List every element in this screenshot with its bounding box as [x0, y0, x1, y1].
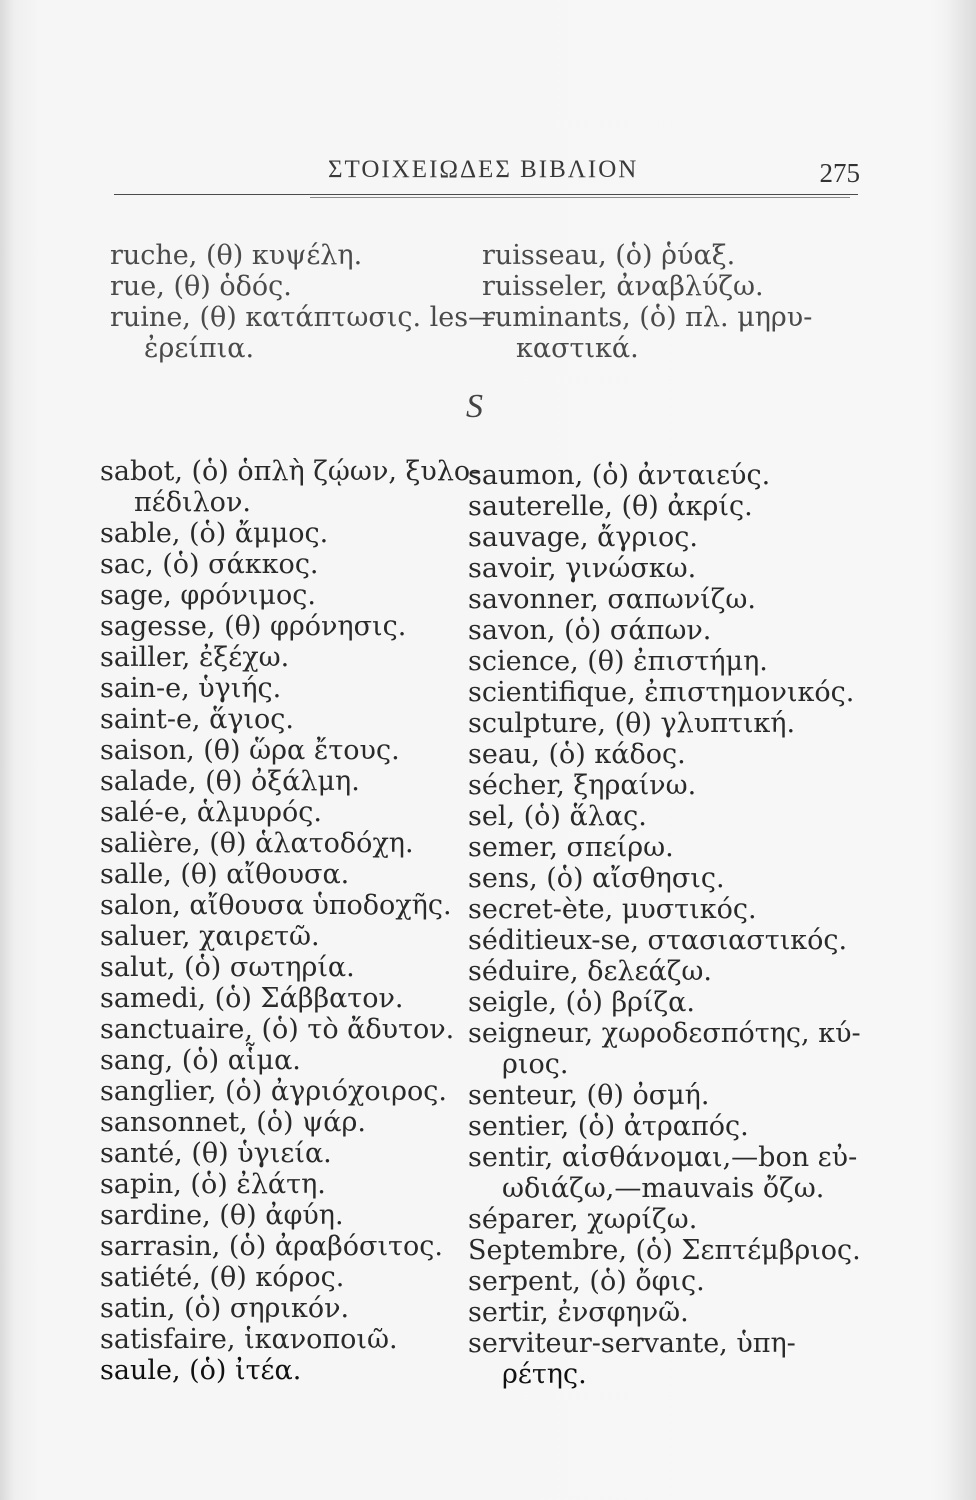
- dictionary-entry: sentir, αἰσθάνομαι,—bon εὐ-: [468, 1142, 858, 1173]
- dictionary-entry: séduire, δελεάζω.: [468, 956, 713, 987]
- r-entries-left-column: [110, 240, 495, 364]
- dictionary-entry: saluer, χαιρετῶ.: [100, 921, 320, 952]
- dictionary-entry: saison, (θ) ὥρα ἔτους.: [100, 735, 400, 766]
- dictionary-entry: sardine, (θ) ἀφύη.: [100, 1200, 344, 1231]
- dictionary-entry: sabot, (ὁ) ὁπλὴ ζῴων, ξυλο-: [100, 456, 480, 487]
- dictionary-entry: saint-e, ἅγιος.: [100, 704, 295, 735]
- dictionary-entry: seigle, (ὁ) βρίζα.: [468, 987, 695, 1018]
- dictionary-entry: sapin, (ὁ) ἐλάτη.: [100, 1169, 326, 1200]
- dictionary-entry: semer, σπείρω.: [468, 832, 674, 863]
- dictionary-entry: senteur, (θ) ὀσμή.: [468, 1080, 710, 1111]
- dictionary-entry: saule, (ὁ) ἰτέα.: [100, 1355, 302, 1386]
- dictionary-entry: secret-ète, μυστικός.: [468, 894, 757, 925]
- dictionary-entry: rue, (θ) ὁδός.: [110, 271, 292, 302]
- dictionary-entry: serpent, (ὁ) ὄφις.: [468, 1266, 705, 1297]
- dictionary-entry: seigneur, χωροδεσπότης, κύ-: [468, 1018, 861, 1049]
- dictionary-entry: séditieux-se, στασιαστικός.: [468, 925, 848, 956]
- dictionary-entry: savoir, γινώσκω.: [468, 553, 697, 584]
- dictionary-entry: sarrasin, (ὁ) ἀραβόσιτος.: [100, 1231, 443, 1262]
- dictionary-entry: sailler, ἐξέχω.: [100, 642, 290, 673]
- dictionary-entry: sentier, (ὁ) ἀτραπός.: [468, 1111, 749, 1142]
- dictionary-entry: ruine, (θ) κατάπτωσις. les—: [110, 302, 496, 333]
- header-rule: [114, 194, 858, 195]
- dictionary-entry: salon, αἴθουσα ὑποδοχῆς.: [100, 890, 452, 921]
- section-letter-heading: S: [466, 388, 483, 425]
- dictionary-entry: seau, (ὁ) κάδος.: [468, 739, 686, 770]
- page-header: [110, 150, 860, 200]
- dictionary-entry: sain-e, ὑγιής.: [100, 673, 282, 704]
- dictionary-entry: satin, (ὁ) σηρικόν.: [100, 1293, 350, 1324]
- dictionary-entry-continuation: ρέτης.: [502, 1359, 587, 1390]
- dictionary-entry: samedi, (ὁ) Σάββατον.: [100, 983, 404, 1014]
- dictionary-entry: séparer, χωρίζω.: [468, 1204, 698, 1235]
- dictionary-entry: sansonnet, (ὁ) ψάρ.: [100, 1107, 366, 1138]
- dictionary-entry: sauvage, ἄγριος.: [468, 522, 698, 553]
- dictionary-entry: salut, (ὁ) σωτηρία.: [100, 952, 355, 983]
- dictionary-entry: sanglier, (ὁ) ἀγριόχοιρος.: [100, 1076, 448, 1107]
- dictionary-entry: sagesse, (θ) φρόνησις.: [100, 611, 407, 642]
- dictionary-entry: sel, (ὁ) ἅλας.: [468, 801, 647, 832]
- dictionary-entry: santé, (θ) ὑγιεία.: [100, 1138, 332, 1169]
- dictionary-entry: salé-e, ἁλμυρός.: [100, 797, 322, 828]
- dictionary-entry: savon, (ὁ) σάπων.: [468, 615, 712, 646]
- dictionary-entry-continuation: πέδιλον.: [134, 487, 251, 518]
- dictionary-entry: sage, φρόνιμος.: [100, 580, 316, 611]
- dictionary-entry: satiété, (θ) κόρος.: [100, 1262, 345, 1293]
- dictionary-entry: savonner, σαπωνίζω.: [468, 584, 756, 615]
- header-rule-secondary: [310, 197, 850, 198]
- dictionary-entry: ruminants, (ὁ) πλ. μηρυ-: [482, 302, 813, 333]
- dictionary-entry: sens, (ὁ) αἴσθησις.: [468, 863, 725, 894]
- dictionary-entry: sable, (ὁ) ἄμμος.: [100, 518, 329, 549]
- dictionary-entry: sauterelle, (θ) ἀκρίς.: [468, 491, 753, 522]
- dictionary-entry: sac, (ὁ) σάκκος.: [100, 549, 319, 580]
- dictionary-entry: salade, (θ) ὀξάλμη.: [100, 766, 360, 797]
- dictionary-entry: sculpture, (θ) γλυπτική.: [468, 708, 796, 739]
- dictionary-entry-continuation: ἐρείπια.: [144, 333, 255, 364]
- dictionary-entry: science, (θ) ἐπιστήμη.: [468, 646, 768, 677]
- dictionary-entry: satisfaire, ἱκανοποιῶ.: [100, 1324, 398, 1355]
- dictionary-entry: sertir, ἐνσφηνῶ.: [468, 1297, 689, 1328]
- s-entries-left-column: [100, 456, 479, 1386]
- dictionary-entry: sang, (ὁ) αἷμα.: [100, 1045, 301, 1076]
- dictionary-entry: ruche, (θ) κυψέλη.: [110, 240, 363, 271]
- dictionary-entry: salle, (θ) αἴθουσα.: [100, 859, 350, 890]
- dictionary-entry-continuation: ριος.: [502, 1049, 569, 1080]
- dictionary-entry: Septembre, (ὁ) Σεπτέμβριος.: [468, 1235, 861, 1266]
- dictionary-entry: salière, (θ) ἁλατοδόχη.: [100, 828, 414, 859]
- dictionary-entry: scientifique, ἐπιστημονικός.: [468, 677, 855, 708]
- dictionary-entry: ruisseler, ἀναβλύζω.: [482, 271, 764, 302]
- page-edge-shadow: [946, 0, 976, 1500]
- dictionary-entry: sécher, ξηραίνω.: [468, 770, 697, 801]
- dictionary-entry: saumon, (ὁ) ἀνταιεύς.: [468, 460, 771, 491]
- running-title: ΣΤΟΙΧΕΙΩΔΕΣ ΒΙΒΛΙΟΝ: [328, 156, 639, 183]
- dictionary-entry: serviteur-servante, ὑπη-: [468, 1328, 796, 1359]
- dictionary-entry-continuation: ωδιάζω,—mauvais ὄζω.: [502, 1173, 825, 1204]
- page-number: 275: [819, 158, 860, 188]
- dictionary-entry: ruisseau, (ὁ) ῥύαξ.: [482, 240, 736, 271]
- dictionary-entry: sanctuaire, (ὁ) τὸ ἄδυτον.: [100, 1014, 455, 1045]
- dictionary-entry-continuation: καστικά.: [516, 333, 639, 364]
- s-entries-right-column: [468, 460, 861, 1390]
- r-entries-right-column: [482, 240, 812, 364]
